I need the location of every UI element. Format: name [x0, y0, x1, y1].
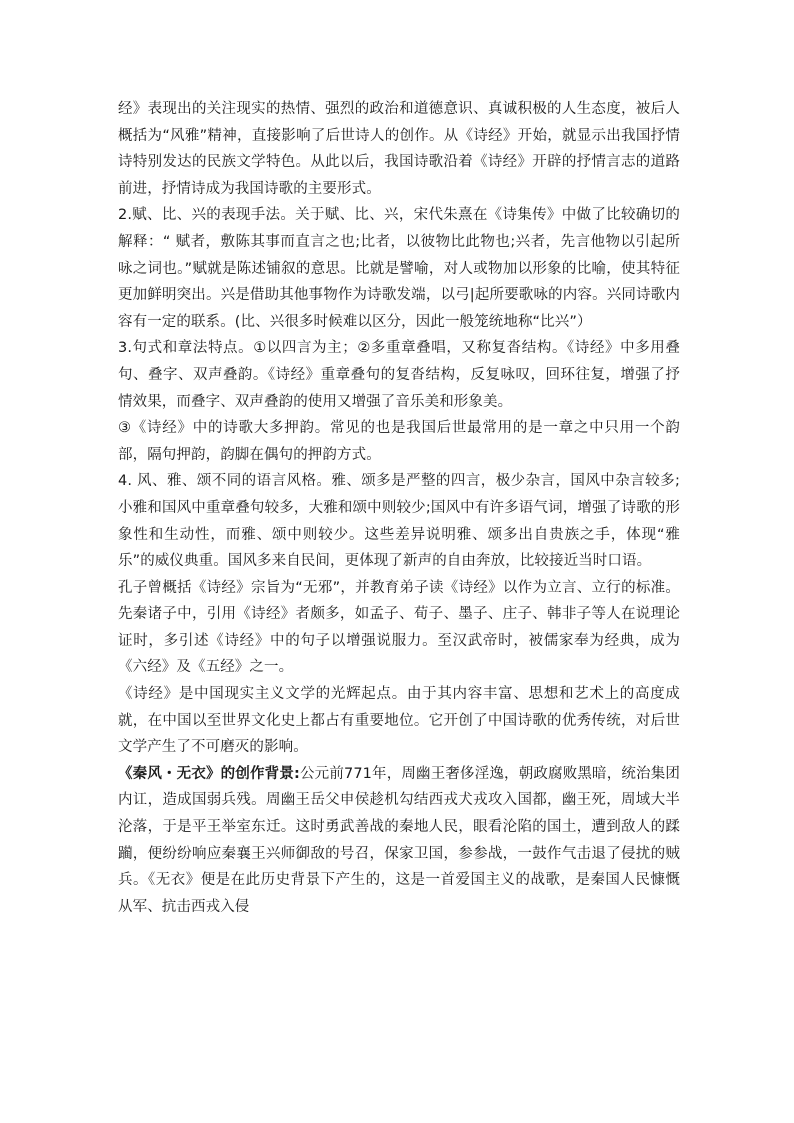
paragraph-text: 孔子曾概括《诗经》宗旨为“无邪”，并教育弟子读《诗经》以作为立言、立行的标准。先秦诸子中，引用《诗经》者颇多，如孟子、荀子、墨子、庄子、韩非子等人在说理论证时，多引述《诗经》中的句子以增强说服力。至汉武帝时，被儒家奉为经典，成为《六经》及《五经》之一。 — [118, 579, 680, 676]
paragraph-language-styles — [118, 468, 680, 574]
paragraph-text: ③《诗经》中的诗歌大多押韵。常见的也是我国后世最常用的是一章之中只用一个韵部，隔句押韵，韵脚在偶句的押韵方式。 — [118, 420, 680, 463]
paragraph-confucius — [118, 575, 680, 681]
paragraph-sentence-structure — [118, 335, 680, 415]
paragraph-text: 3.句式和章法特点。①以四言为主；②多重章叠唱，又称复沓结构。《诗经》中多用叠句、叠字、双声叠韵。《诗经》重章叠句的复沓结构，反复咏叹，回环往复，增强了抒情效果，而叠字、双声叠韵的使用又增强了音乐美和形象美。 — [118, 340, 680, 410]
paragraph-text: 经》表现出的关注现实的热情、强烈的政治和道德意识、真诚积极的人生态度，被后人概括为“风雅”精神，直接影响了后世诗人的创作。从《诗经》开始，就显示出我国抒情诗特别发达的民族文学特色。从此以后，我国诗歌沿着《诗经》开辟的抒情言志的道路前进，抒情诗成为我国诗歌的主要形式。 — [118, 101, 680, 197]
paragraph-rhyme — [118, 415, 680, 468]
paragraph-wuyi-background — [118, 761, 680, 921]
document-page — [118, 96, 680, 920]
paragraph-text: 2.赋、比、兴的表现手法。关于赋、比、兴，宋代朱熹在《诗集传》中做了比较确切的解释：“ 赋者，敷陈其事而直言之也;比者，以彼物比此物也;兴者，先言他物以引起所咏之词也。”赋就是陈述铺叙的意思。比就是譬喻，对人或物加以形象的比喻，使其特征更加鲜明突出。兴是借助其他事物作为诗歌发端，以弓|起所要歌咏的内容。兴同诗歌内容有一定的联系。(比、兴很多时候难以区分，因此一般笼统地称“比兴”） — [118, 207, 680, 330]
paragraph-realism-origin — [118, 681, 680, 761]
paragraph-text: 公元前771年，周幽王奢侈淫逸，朝政腐败黑暗，统治集团内讧，造成国弱兵残。周幽王岳父申侯趁机勾结西戎犬戎攻入国都，幽王死，周域大半沦落，于是平王举室东迁。这时勇武善战的秦地人民，眼看沦陷的国土，遭到敌人的蹂躏，便纷纷响应秦襄王兴师御敌的号召，保家卫国，参参战，一鼓作气击退了侵扰的贼兵。《无衣》便是在此历史背景下产生的，这是一首爱国主义的战歌，是秦国人民慷慨从军、抗击西戎入侵 — [118, 765, 680, 915]
paragraph-lead-heading: 《秦风・无衣》的创作背景: — [118, 765, 300, 782]
paragraph-text: 《诗经》是中国现实主义文学的光辉起点。由于其内容丰富、思想和艺术上的高度成就，在中国以至世界文化史上都占有重要地位。它开创了中国诗歌的优秀传统，对后世文学产生了不可磨灭的影响。 — [118, 686, 680, 756]
paragraph-fu-bi-xing — [118, 202, 680, 335]
paragraph-feng-ya-spirit — [118, 96, 680, 202]
paragraph-text: 4. 风、雅、颂不同的语言风格。雅、颂多是严整的四言，极少杂言，国风中杂言较多;小雅和国风中重章叠句较多，大雅和颂中则较少;国风中有许多语气词，增强了诗歌的形象性和生动性，而雅、颂中则较少。这些差异说明雅、颂多出自贵族之手，体现“雅乐”的威仪典重。国风多来自民间，更体现了新声的自由奔放，比较接近当时口语。 — [118, 473, 680, 570]
